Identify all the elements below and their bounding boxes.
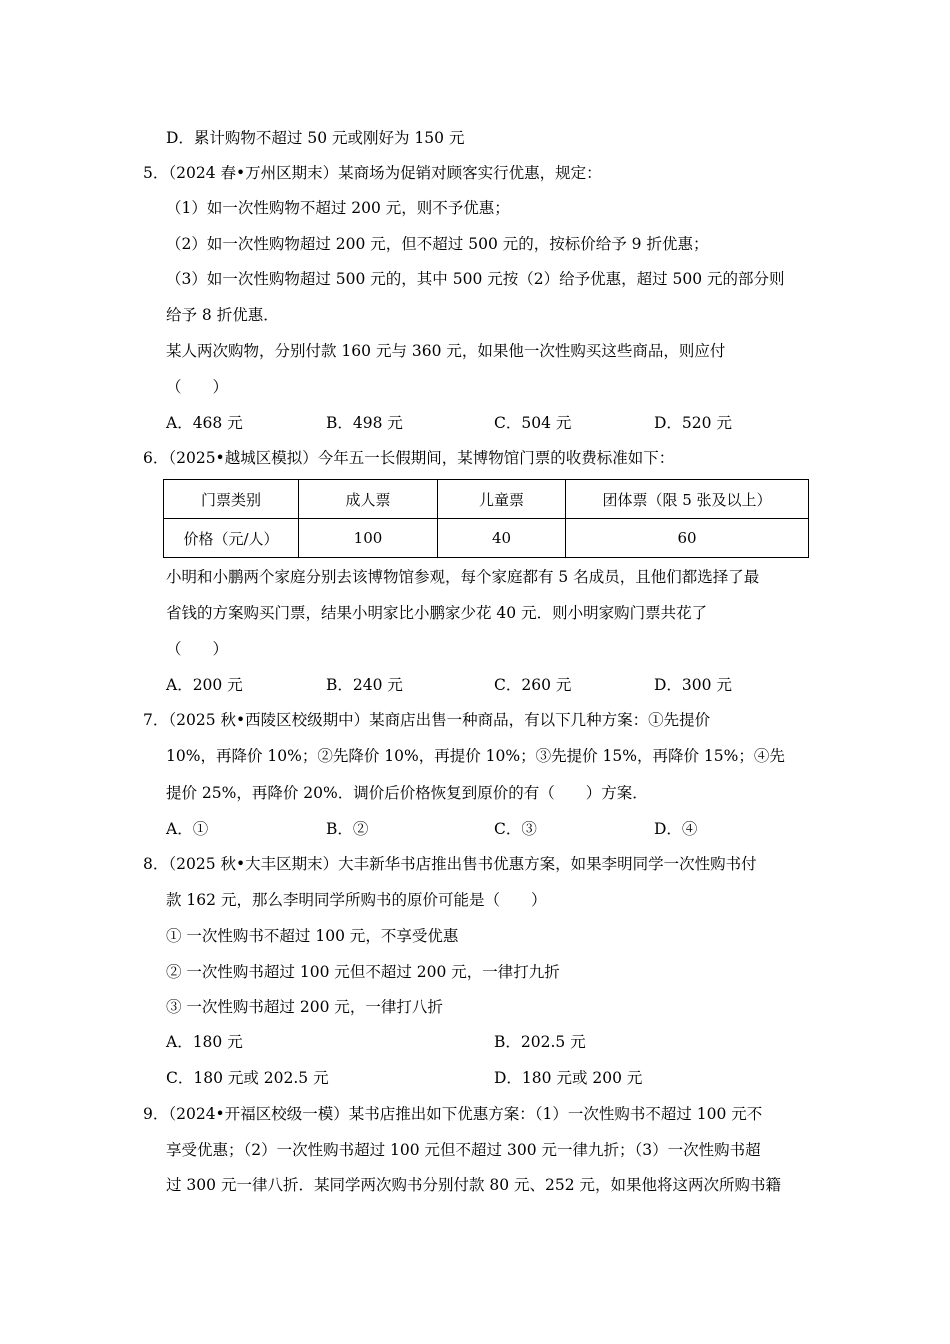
q5-rule-3-cont: 给予 8 折优惠． xyxy=(166,306,279,324)
table-cell: 40 xyxy=(438,519,566,558)
q9-text-2: 过 300 元一律八折．某同学两次购书分别付款 80 元、252 元，如果他将这两次所购书籍 xyxy=(166,1176,782,1194)
q5-rule-1: （1）如一次性购物不超过 200 元，则不予优惠； xyxy=(166,199,510,217)
q6-option-a: A．200 元 xyxy=(166,676,243,694)
q6-option-c: C．260 元 xyxy=(494,676,572,694)
table-header-cell: 儿童票 xyxy=(438,480,566,519)
q8-text-1: 款 162 元，那么李明同学所购书的原价可能是（ ） xyxy=(166,891,547,909)
q8-stem: 8．（2025 秋•大丰区期末）大丰新华书店推出售书优惠方案，如果李明同学一次性购书付 xyxy=(143,855,757,873)
q5-blank: （ ） xyxy=(166,378,229,396)
q8-option-b: B．202.5 元 xyxy=(494,1033,586,1051)
table-header-cell: 成人票 xyxy=(299,480,438,519)
q5-option-c: C．504 元 xyxy=(494,414,572,432)
q5-rule-2: （2）如一次性购物超过 200 元，但不超过 500 元的，按标价给予 9 折优惠； xyxy=(166,235,709,253)
q8-rule-3: ③ 一次性购书超过 200 元，一律打八折 xyxy=(166,998,443,1016)
q8-rule-1: ① 一次性购书不超过 100 元，不享受优惠 xyxy=(166,927,459,945)
q8-option-a: A．180 元 xyxy=(166,1033,243,1051)
q5-question: 某人两次购物，分别付款 160 元与 360 元，如果他一次性购买这些商品，则应付 xyxy=(166,342,726,360)
table-row xyxy=(164,519,809,558)
q8-rule-2: ② 一次性购书超过 100 元但不超过 200 元，一律打九折 xyxy=(166,963,560,981)
table-header-cell: 团体票（限 5 张及以上） xyxy=(566,480,809,519)
q6-blank: （ ） xyxy=(166,640,229,658)
q7-option-d: D．④ xyxy=(654,820,698,838)
q4-option-d: D．累计购物不超过 50 元或刚好为 150 元 xyxy=(166,129,465,147)
q6-option-b: B．240 元 xyxy=(326,676,403,694)
q7-text-2: 提价 25%，再降价 20%．调价后价格恢复到原价的有（ ）方案． xyxy=(166,784,648,802)
table-header-cell: 门票类别 xyxy=(164,480,299,519)
q7-stem: 7．（2025 秋•西陵区校级期中）某商店出售一种商品，有以下几种方案：①先提价 xyxy=(143,711,711,729)
q6-text-1: 小明和小鹏两个家庭分别去该博物馆参观，每个家庭都有 5 名成员，且他们都选择了最 xyxy=(166,568,760,586)
q6-option-d: D．300 元 xyxy=(654,676,732,694)
q5-option-d: D．520 元 xyxy=(654,414,732,432)
q9-stem: 9．（2024•开福区校级一模）某书店推出如下优惠方案：（1）一次性购书不超过 100 元不 xyxy=(143,1105,763,1123)
table-cell: 价格（元/人） xyxy=(164,519,299,558)
table-row xyxy=(164,480,809,519)
q5-stem: 5．（2024 春•万州区期末）某商场为促销对顾客实行优惠，规定： xyxy=(143,164,602,182)
table-cell: 100 xyxy=(299,519,438,558)
q5-option-b: B．498 元 xyxy=(326,414,403,432)
ticket-price-table xyxy=(163,479,809,558)
q6-stem: 6．（2025•越城区模拟）今年五一长假期间，某博物馆门票的收费标准如下： xyxy=(143,449,675,467)
q8-option-c: C．180 元或 202.5 元 xyxy=(166,1069,329,1087)
q7-option-c: C．③ xyxy=(494,820,537,838)
q7-option-b: B．② xyxy=(326,820,369,838)
q7-text-1: 10%，再降价 10%；②先降价 10%，再提价 10%；③先提价 15%，再降价 15%；④先 xyxy=(166,747,785,765)
q9-text-1: 享受优惠；（2）一次性购书超过 100 元但不超过 300 元一律九折；（3）一次性购书超 xyxy=(166,1141,761,1159)
q8-option-d: D．180 元或 200 元 xyxy=(494,1069,643,1087)
q5-rule-3: （3）如一次性购物超过 500 元的，其中 500 元按（2）给予优惠，超过 500 元的部分则 xyxy=(166,270,785,288)
q6-text-2: 省钱的方案购买门票，结果小明家比小鹏家少花 40 元．则小明家购门票共花了 xyxy=(166,604,708,622)
table-cell: 60 xyxy=(566,519,809,558)
q5-option-a: A．468 元 xyxy=(166,414,243,432)
q7-option-a: A．① xyxy=(166,820,209,838)
